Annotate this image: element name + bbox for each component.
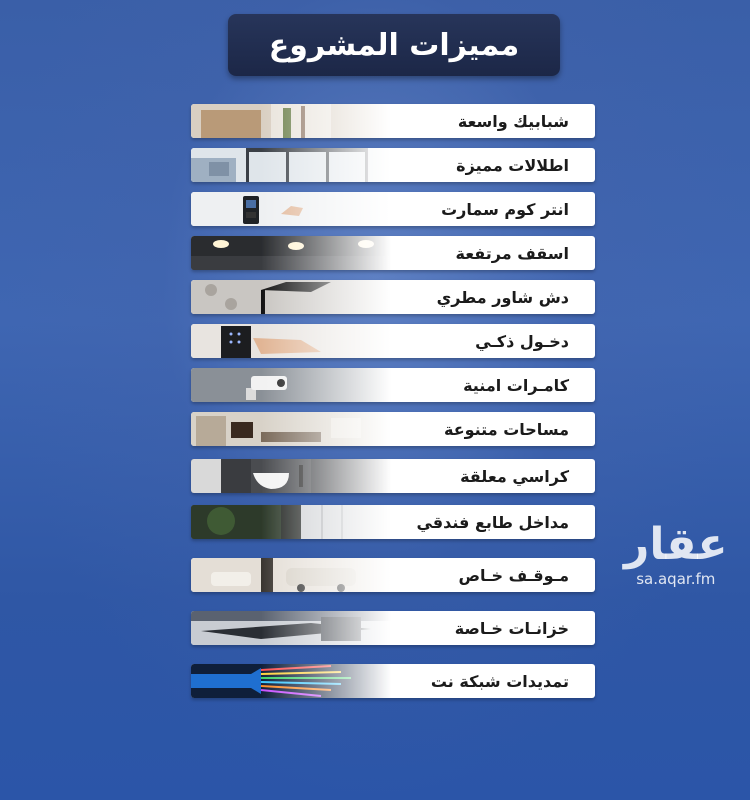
- feature-row-private-parking: [191, 558, 595, 592]
- feature-label: مداخل طابع فندقي: [416, 512, 569, 532]
- feature-row-rain-shower: [191, 280, 595, 314]
- watermark-logo: عقار: [624, 519, 728, 570]
- feature-label: اطلالات مميزة: [456, 155, 569, 175]
- aqar-watermark: [624, 520, 728, 588]
- feature-label: كامـرات امنية: [463, 375, 569, 395]
- feature-row-varied-spaces: [191, 412, 595, 446]
- feature-label: انتر كوم سمارت: [441, 199, 569, 219]
- feature-row-hotel-entrances: [191, 505, 595, 539]
- feature-label: دخـول ذكـي: [475, 331, 569, 351]
- feature-label: تمديدات شبكة نت: [430, 671, 569, 691]
- feature-row-distinct-views: [191, 148, 595, 182]
- feature-row-smart-intercom: [191, 192, 595, 226]
- feature-label: شبابيك واسعة: [457, 111, 569, 131]
- feature-row-wall-hung-toilets: [191, 459, 595, 493]
- feature-label: دش شاور مطري: [436, 287, 569, 307]
- feature-label: كراسي معلقة: [460, 466, 569, 486]
- poster: [8, 0, 742, 800]
- feature-row-smart-entry: [191, 324, 595, 358]
- feature-row-internet-wiring: [191, 664, 595, 698]
- feature-label: خزانـات خـاصة: [454, 618, 569, 638]
- feature-row-security-cameras: [191, 368, 595, 402]
- page-title: مميزات المشروع: [228, 14, 560, 76]
- feature-label: مساحات متنوعة: [443, 419, 569, 439]
- feature-row-high-ceilings: [191, 236, 595, 270]
- watermark-url: sa.aqar.fm: [636, 570, 716, 588]
- feature-row-wide-windows: [191, 104, 595, 138]
- feature-row-private-tanks: [191, 611, 595, 645]
- feature-label: مـوقـف خـاص: [458, 565, 569, 585]
- feature-label: اسقف مرتفعة: [455, 243, 569, 263]
